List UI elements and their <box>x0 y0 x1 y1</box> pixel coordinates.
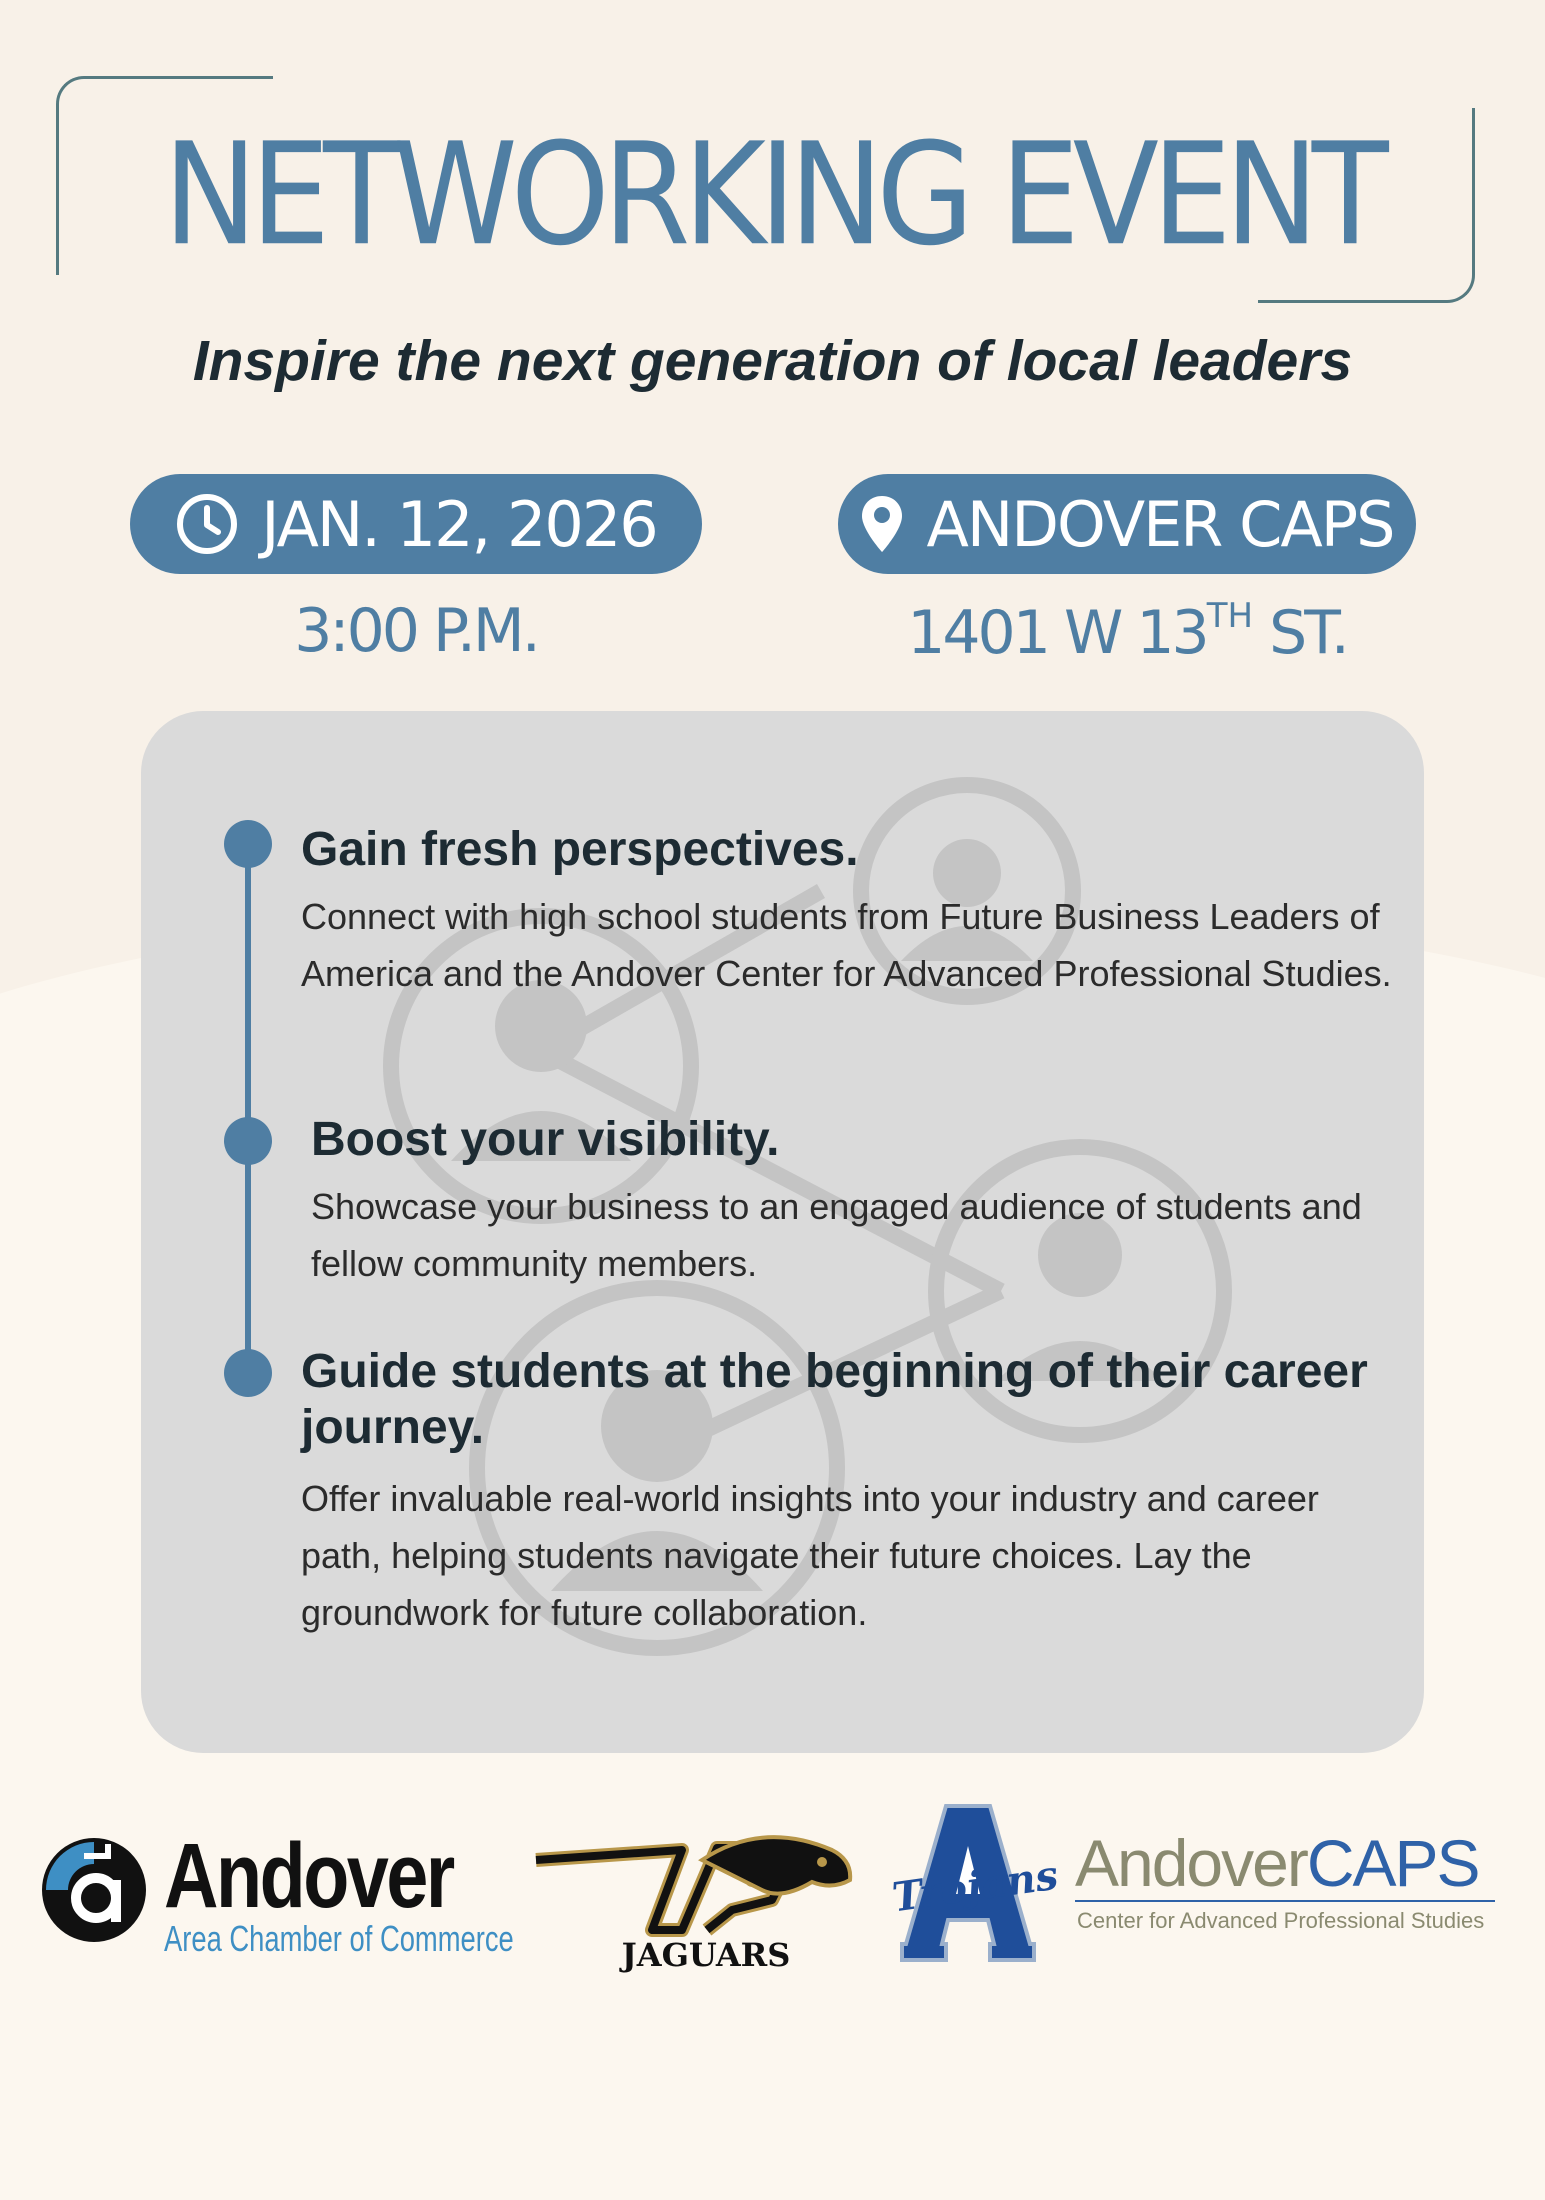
timeline-dot <box>224 820 272 868</box>
benefit-body: Offer invaluable real-world insights into your industry and career path, helping students navigate their future choices. Lay the groundwork for future collaboration. <box>301 1478 1319 1633</box>
event-venue: ANDOVER CAPS <box>926 487 1394 561</box>
event-time: 3:00 P.M. <box>294 596 538 666</box>
page-title: NETWORKING EVENT <box>163 112 1382 277</box>
benefit-item <box>301 822 1401 1002</box>
event-date: JAN. 12, 2026 <box>261 487 657 561</box>
benefit-heading: Gain fresh perspectives. <box>301 823 859 876</box>
clock-icon <box>175 492 239 556</box>
timeline-line <box>245 845 251 1372</box>
event-address <box>838 596 1416 668</box>
jaguars-wordmark: JAGUARS <box>621 1936 791 1974</box>
address-ordinal: TH <box>1206 596 1254 636</box>
sponsor-logos <box>0 1790 1545 1974</box>
venue-pill <box>838 474 1416 574</box>
caps-subtitle: Center for Advanced Professional Studies <box>1077 1908 1485 1933</box>
timeline-dot <box>224 1349 272 1397</box>
address-number: 1401 W 13 <box>907 598 1207 668</box>
benefit-item <box>301 1344 1401 1641</box>
tagline: Inspire the next generation of local leaders <box>192 329 1353 393</box>
trojans-logo <box>889 1802 1061 1964</box>
benefit-heading: Guide students at the beginning of their career journey. <box>301 1345 1368 1454</box>
timeline-dot <box>224 1117 272 1165</box>
benefit-body: Showcase your business to an engaged audience of students and fellow community members. <box>311 1186 1362 1284</box>
caps-logo <box>1075 1826 1505 1950</box>
benefit-body: Connect with high school students from Future Business Leaders of America and the Andover Center for Advanced Professional Studies. <box>301 896 1392 994</box>
address-street: ST. <box>1253 598 1347 668</box>
chamber-subtitle: Area Chamber of Commerce <box>164 1918 514 1959</box>
date-pill <box>130 474 702 574</box>
jaguars-logo <box>532 1820 862 1974</box>
chamber-name: Andover <box>164 1825 453 1927</box>
caps-wordmark-andover: Andover <box>1075 1826 1307 1900</box>
location-pin-icon <box>860 494 904 554</box>
chamber-a-icon <box>38 1830 150 1950</box>
caps-wordmark-caps: CAPS <box>1306 1826 1479 1900</box>
caps-wordmark <box>1075 1826 1479 1900</box>
benefit-heading: Boost your visibility. <box>311 1113 780 1166</box>
benefit-item <box>311 1112 1391 1292</box>
chamber-logo <box>38 1825 514 1959</box>
caps-divider <box>1075 1900 1495 1902</box>
trojans-wordmark: Trojans <box>889 1851 1061 1922</box>
jaguar-icon <box>532 1820 862 1940</box>
